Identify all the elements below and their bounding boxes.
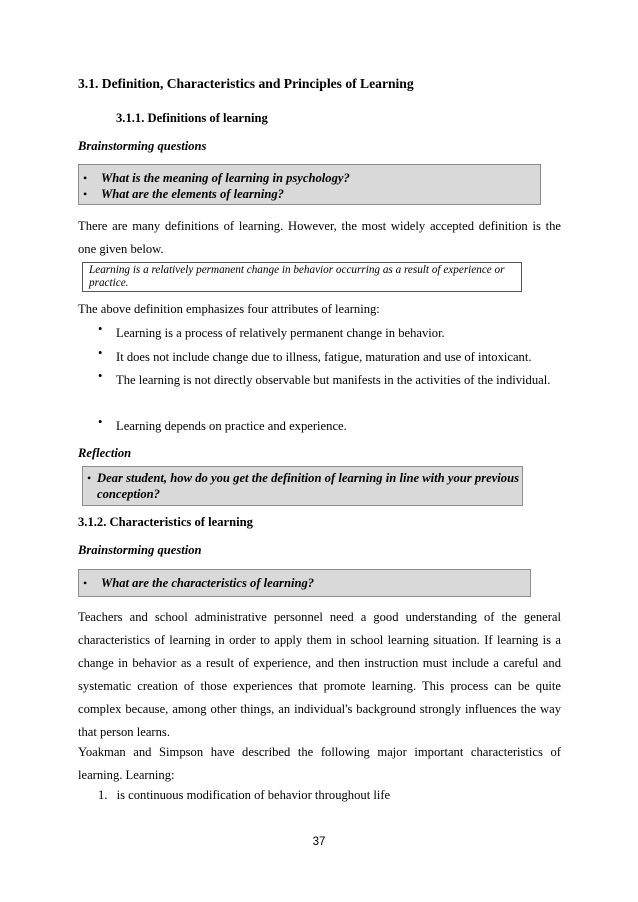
question-item: What are the characteristics of learning? — [101, 576, 315, 590]
bullet-glyph: • — [83, 576, 88, 590]
brainstorming-label: Brainstorming question — [78, 543, 202, 557]
intro-paragraph: There are many definitions of learning. However, the most widely accepted definition is the one given below. — [78, 219, 561, 256]
bullet-glyph: • — [98, 415, 103, 429]
list-item-text: It does not include change due to illness, fatigue, maturation and use of intoxicant. — [116, 350, 532, 364]
list-item-text: is continuous modification of behavior throughout life — [116, 788, 391, 802]
sub-heading-definitions: 3.1.1. Definitions of learning — [116, 111, 268, 125]
bullet-glyph: • — [98, 346, 103, 360]
bullet-glyph: • — [98, 369, 103, 383]
yoakman-paragraph: Yoakman and Simpson have described the following major important characteristics of learning. Learning: — [78, 745, 561, 782]
characteristics-question-box — [78, 569, 531, 597]
bullet-glyph: • — [83, 171, 88, 185]
bullet-glyph: • — [83, 187, 88, 201]
question-item: What are the elements of learning? — [101, 187, 284, 201]
section-heading: 3.1. Definition, Characteristics and Principles of Learning — [78, 76, 414, 91]
numbered-list-item — [98, 788, 390, 803]
list-item-text: The learning is not directly observable but manifests in the activities of the individual. — [116, 373, 551, 387]
characteristics-heading: 3.1.2. Characteristics of learning — [78, 515, 253, 529]
brainstorming-label: Brainstorming questions — [78, 139, 207, 153]
bullet-glyph: • — [87, 471, 92, 485]
characteristics-paragraph: Teachers and school administrative personnel need a good understanding of the general characteristics of learning in order to apply them in school learning situation. If learning is a change in behavior as a result of experience, and then instruction must include a careful and systematic creation of those experiences that promote learning. This process can be quite complex because, among other things, an individual's background strongly influences the way that person learns. — [78, 610, 561, 739]
reflection-box — [82, 466, 523, 506]
reflection-label: Reflection — [78, 446, 132, 460]
reflection-text: Dear student, how do you get the definition of learning in line with your previous conception? — [97, 471, 519, 501]
list-number: 1. — [98, 788, 108, 802]
brainstorming-questions-box — [78, 164, 541, 205]
question-item: What is the meaning of learning in psychology? — [101, 171, 350, 185]
attributes-intro: The above definition emphasizes four attributes of learning: — [78, 302, 380, 316]
list-item-text: Learning is a process of relatively permanent change in behavior. — [116, 326, 445, 340]
bullet-glyph: • — [98, 322, 103, 336]
definition-box: Learning is a relatively permanent change in behavior occurring as a result of experience or practice. — [82, 262, 522, 292]
page-number: 37 — [312, 836, 326, 848]
list-item-text: Learning depends on practice and experience. — [116, 419, 347, 433]
